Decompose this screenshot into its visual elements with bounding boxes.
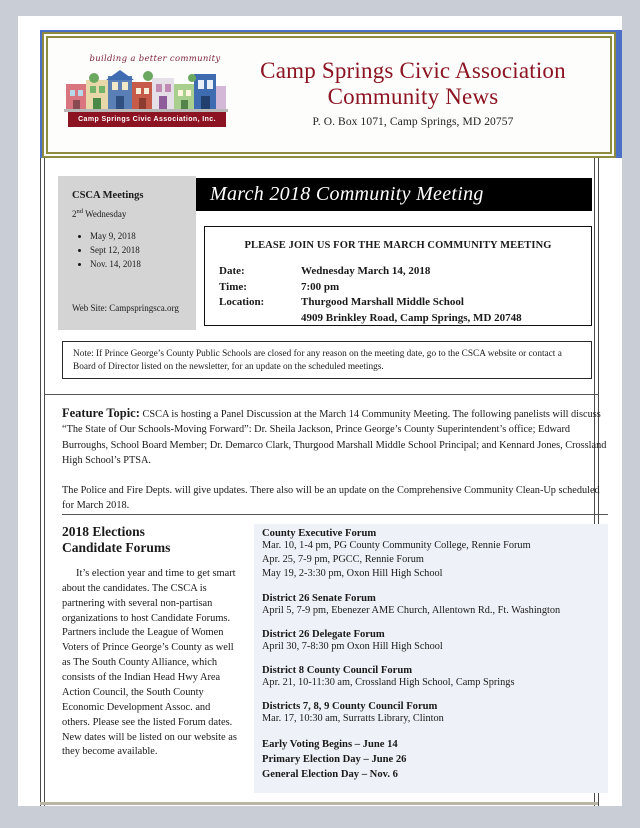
meetings-weekday: Wednesday: [83, 209, 127, 219]
masthead-titles: [230, 58, 606, 128]
csca-logo: [62, 54, 230, 132]
school-closure-note-box: Note: If Prince George’s County Public Schools are closed for any reason on the meeting date, go to the CSCA website or contact a Board of Director listed on the newsletter, for an update on the scheduled meetings.: [62, 341, 592, 379]
early-voting-date: Early Voting Begins – June 14: [262, 739, 398, 751]
meetings-ordinal-number: 2: [72, 209, 77, 219]
newsletter-title-line1: Camp Springs Civic Association: [260, 58, 566, 84]
time-label: Time:: [219, 280, 247, 293]
forum-line: Mar. 10, 1-4 pm, PG County Community College, Rennie Forum: [262, 540, 531, 551]
forum-group: [262, 665, 600, 690]
list-item: • Nov. 14, 2018: [90, 258, 188, 272]
meeting-time-row: [205, 280, 591, 296]
list-item: • Sept 12, 2018: [90, 244, 188, 258]
forum-title: District 26 Delegate Forum: [262, 628, 385, 640]
mailing-address: P. O. Box 1071, Camp Springs, MD 20757: [312, 115, 514, 128]
meeting-details-box: [204, 226, 592, 326]
forum-title: District 26 Senate Forum: [262, 592, 376, 604]
feature-topic-paragraph: [62, 404, 608, 468]
elections-heading-line1: 2018 Elections: [62, 524, 145, 539]
meeting-date-row: [205, 264, 591, 280]
logo-tagline: building a better community: [89, 54, 221, 64]
forum-group: [262, 701, 600, 726]
forum-group: [262, 528, 600, 582]
meetings-ordinal-suffix: nd: [76, 208, 83, 215]
date-label: Date:: [219, 265, 245, 277]
meetings-heading: CSCA Meetings: [72, 190, 144, 201]
page-border-left-inner: [44, 50, 45, 806]
logo-name-band: Camp Springs Civic Association, Inc.: [68, 112, 226, 127]
section-divider-elections: [62, 514, 608, 515]
location-address-value: 4909 Brinkley Road, Camp Springs, MD 20748: [301, 311, 522, 324]
forum-group: [262, 629, 600, 654]
csca-meetings-panel: [58, 176, 196, 330]
forum-line: April 30, 7-8:30 pm Oxon Hill High School: [262, 640, 443, 652]
website-line[interactable]: Web Site: Campspringsca.org: [72, 303, 179, 313]
primary-election-date: Primary Election Day – June 26: [262, 754, 407, 766]
forum-line: April 5, 7-9 pm, Ebenezer AME Church, Allentown Rd., Ft. Washington: [262, 604, 561, 616]
section-divider-top: [44, 394, 598, 395]
forum-title: Districts 7, 8, 9 County Council Forum: [262, 701, 438, 713]
forum-title: County Executive Forum: [262, 528, 377, 539]
newsletter-title-line2: Community News: [327, 84, 499, 109]
departments-update-paragraph: The Police and Fire Depts. will give updates. There also will be an update on the Comprehensive Community Clean-Up scheduled for March 2018.: [62, 484, 600, 511]
forum-line: Apr. 21, 10-11:30 am, Crossland High School, Camp Springs: [262, 677, 515, 689]
list-item: • May 9, 2018: [90, 230, 188, 244]
feature-topic-section: [62, 404, 608, 513]
general-election-date: General Election Day – Nov. 6: [262, 769, 398, 781]
forum-listings-column: [254, 524, 608, 793]
page-border-bottom: [40, 802, 598, 805]
key-election-dates: [262, 737, 600, 782]
feature-topic-label: Feature Topic:: [62, 406, 140, 420]
forum-group: [262, 593, 600, 618]
feature-topic-text: CSCA is hosting a Panel Discussion at the March 14 Community Meeting. The following panelists will discuss “The State of Our Schools-Moving Forward”: Dr. Sheila Jackson, Prince George’s County Superintendent’s office; Edward Burroughs, School Board Member; Dr. Demarco Clark, Thurgood Marshall Middle School Principal; and Kennard Jones, Crossland High School’s PTSA.: [62, 409, 607, 466]
page-border-left-outer: [40, 50, 41, 806]
meeting-invite-heading: PLEASE JOIN US FOR THE MARCH COMMUNITY MEETING: [244, 240, 552, 251]
location-label: Location:: [219, 296, 265, 309]
meetings-schedule-note: [72, 208, 188, 219]
time-value: 7:00 pm: [301, 280, 340, 293]
community-meeting-banner: March 2018 Community Meeting: [196, 178, 592, 211]
elections-intro-text: It’s election year and time to get smart about the candidates. The CSCA is partnering with several non-partisan organizations to host Candidate Forums. Partners include the League of Women Voters of Prince George’s County as well as The South County Alliance, which consists of the Indian Head Hwy Area Action Council, the South County Economic Development Assoc. and others. Please see the listed Forum dates. New dates will be listed on our website as they become available.: [62, 567, 237, 758]
elections-section: [62, 524, 608, 793]
forum-line: Mar. 17, 10:30 am, Surratts Library, Clinton: [262, 713, 444, 725]
forum-title: District 8 County Council Forum: [262, 665, 413, 677]
elections-heading-line2: Candidate Forums: [62, 540, 171, 556]
meeting-dates-list: [72, 230, 188, 272]
elections-intro-column: [62, 524, 240, 793]
rowhouses-illustration: [64, 68, 228, 112]
forum-line: Apr. 25, 7-9 pm, PGCC, Rennie Forum: [262, 554, 424, 566]
masthead: [40, 30, 622, 158]
location-value: Thurgood Marshall Middle School: [301, 296, 464, 309]
newsletter-page: [18, 16, 622, 806]
meeting-location-row: [205, 295, 591, 311]
date-value: Wednesday March 14, 2018: [301, 265, 431, 277]
forum-line: May 19, 2-3:30 pm, Oxon Hill High School: [262, 568, 443, 580]
